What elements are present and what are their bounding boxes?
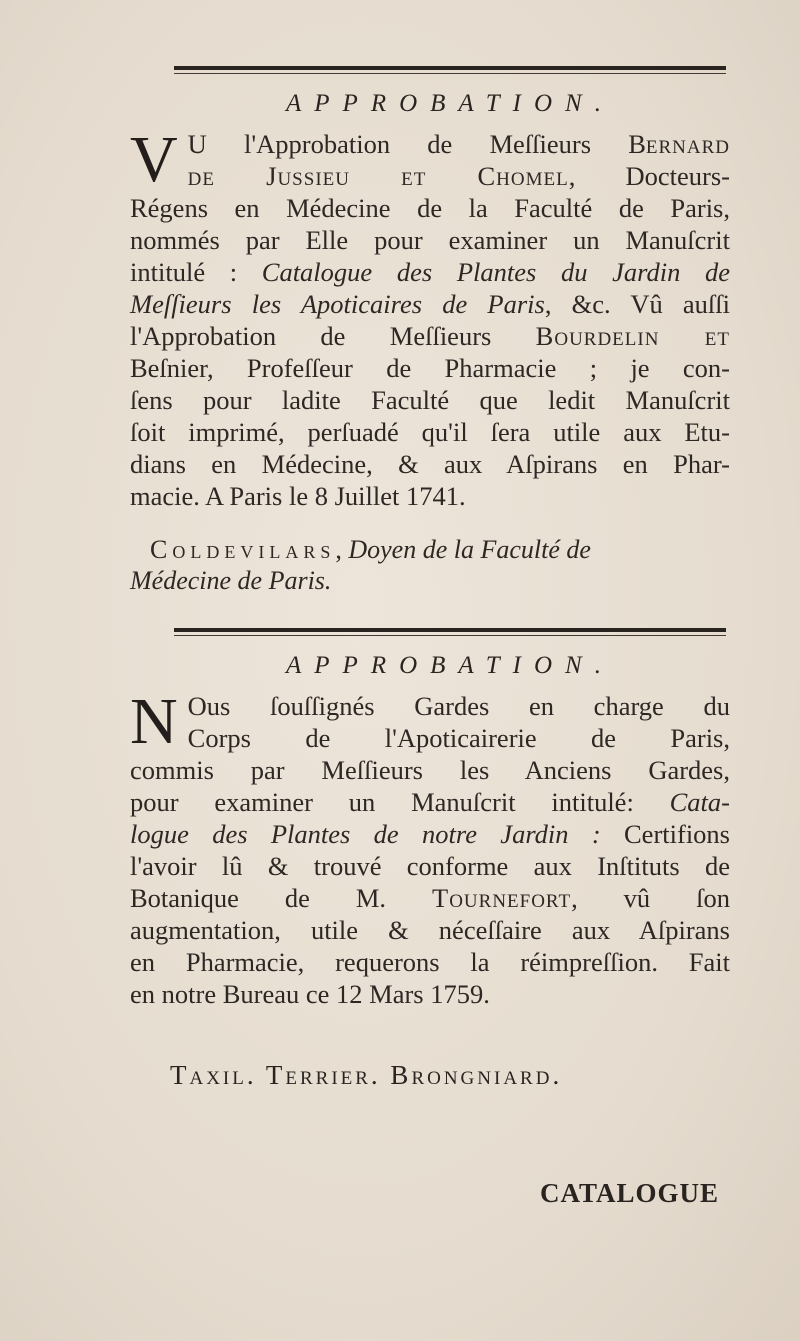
dean-signature-cont: Médecine de Paris. xyxy=(130,566,332,595)
catchword: CATALOGUE xyxy=(540,1178,720,1208)
approbation-title-1: APPROBATION. xyxy=(286,90,614,117)
middle-ornament-rule xyxy=(174,628,726,632)
approbation-text-2: N Ous ſouſſignés Gardes en charge du Corps de l'Apoticairerie de Paris, commis par Meſſieurs les Anciens Gardes, pour examiner un Manuſcrit intitulé: Cata- logue des Plantes de notre Jardin : Certifions l'avoir lû & trouvé conforme aux Inſtituts de Botanique de M. Tournefort, vû ſon augmentation, utile & néceſſaire aux Aſpirans en Pharmacie, requerons la réimpreſſion. Fait en notre Bureau ce 12 Mars 1759. xyxy=(130,685,730,1009)
dean-signature: Coldevilars, Doyen de la Faculté de xyxy=(150,535,591,564)
guards-signatures: Taxil. Terrier. Brongniard. xyxy=(170,1060,563,1090)
drop-cap-n: N xyxy=(130,685,178,758)
drop-cap-v: V xyxy=(130,123,178,196)
approbation-title-2: APPROBATION. xyxy=(286,652,614,679)
approbation-text-1: V U l'Approbation de Meſſieurs Bernard de Jussieu et Chomel, Docteurs- Régens en Médecine de la Faculté de Paris, nommés par Elle pour examiner un Manuſcrit intitulé : Catalogue des Plantes du Jardin de Meſſieurs les Apoticaires de Paris, &c. Vû auſſi l'Approbation de Meſſieurs Bourdelin et Beſnier, Profeſſeur de Pharmacie ; je con- ſens pour ladite Faculté que ledit Manuſcrit ſoit imprimé, perſuadé qu'il ſera utile aux Etu- dians en Médecine, & aux Aſpirans en Phar- macie. A Paris le 8 Juillet 1741. xyxy=(130,123,730,511)
top-ornament-rule xyxy=(174,66,726,70)
